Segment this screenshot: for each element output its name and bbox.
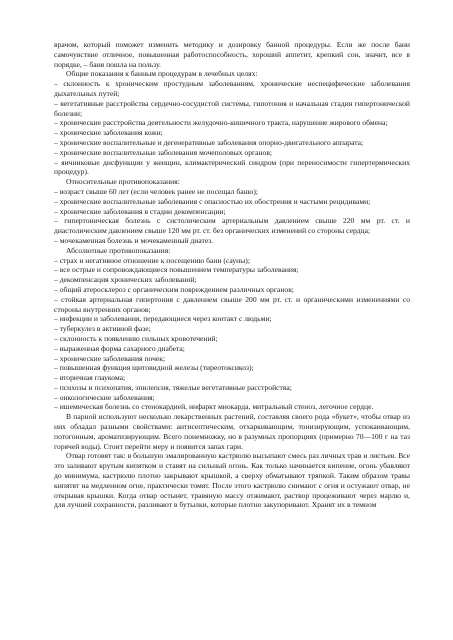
list-item: – ишемическая болезнь со стенокардией, инфаркт миокарда, митральный стеноз, легочное сердце. xyxy=(54,402,374,412)
heading-general-indications: Общие показания к банным процедурам в лечебных целях: xyxy=(66,69,258,79)
list-item: – декомпенсация хронических заболеваний; xyxy=(54,275,197,285)
list-item: – онкологические заболевания; xyxy=(54,392,155,402)
list-item: – хронические заболевания кожи; xyxy=(54,128,163,138)
list-item: – выраженная форма сахарного диабета; xyxy=(54,343,185,353)
list-item: – склонность к хроническим простудным заболеваниям, хронические неспецифические заболевания дыхательных путей; xyxy=(54,79,410,98)
list-item: – хронические расстройства деятельности желудочно-кишечного тракта, нарушение жирового обмена; xyxy=(54,118,388,128)
list-item: – хронические заболевания почек; xyxy=(54,353,166,363)
list-item: – стойкая артериальная гипертония с давлением свыше 200 мм рт. ст. и органическими изменениями со стороны внутренних органов; xyxy=(54,294,410,314)
list-item: – вторичная глаукома; xyxy=(54,373,126,383)
list-item: – хронические воспалительные заболевания мочеполовых органов; xyxy=(54,147,273,157)
list-item: – общий атеросклероз с органическим повреждением различных органов; xyxy=(54,284,294,294)
list-item: – гипертоническая болезнь с систолическим артериальным давлением свыше 220 мм рт. ст. и диастолическим давлением свыше 120 мм рт. ст. без органических изменений со стороны сердца; xyxy=(54,216,410,236)
list-item: – яичниковые дисфункции у женщин, климактерический синдром (при переносимости гипертермических процедур). xyxy=(54,157,410,177)
list-item: – инфекции и заболевания, передающиеся через контакт с людьми; xyxy=(54,314,272,324)
list-item: – хронические заболевания в стадии декомпенсации; xyxy=(54,206,226,216)
list-item: – психозы и психопатия, эпилепсия, тяжелые вегетативные расстройства; xyxy=(54,382,292,392)
document-page xyxy=(54,40,410,510)
list-item: – хронические воспалительные и дегенеративные заболевания опорно-двигательного аппарата; xyxy=(54,137,364,147)
list-item: – страх и негативное отношение к посещению бани (сауны); xyxy=(54,255,250,265)
list-item: – все острые и сопровождающиеся повышением температуры заболевания; xyxy=(54,265,299,275)
list-item: – мочекаменная болезнь и мочекаменный диатез. xyxy=(54,235,214,245)
heading-relative-contraindications: Относительные противопоказания: xyxy=(66,177,180,187)
list-item: – повышенная функция щитовидной железы (тиреотоксикоз); xyxy=(54,363,254,373)
paragraph-herbal-bouquet: В парной используют несколько лекарственных растений, составляя своего рода «букет», чтобы отвар из них обладал разными свойствами: антисептическим, отхаркивающим, тонизирующим, успокаивающим, потогонным, ароматизирующим. Всего понемножку, но в разумных пропорциях (примерно 70—100 г на таз горячей воды). Стоит перейти меру и появится запах гари. xyxy=(54,412,410,451)
list-item: – хронические воспалительные заболевания с опасностью их обострения и частыми рецидивами; xyxy=(54,196,371,206)
paragraph-decoction-preparation: Отвар готовят так: в большую эмалированную кастрюлю высыпают смесь раз личных трав и листьев. Все это заливают крутым кипятком и ставят на сильный огонь. Как только начинается кипение, огонь убавляют до минимума, кастрюлю плотно закрывают крышкой, а сверху обматывают тряпкой. Таким образом травы кипятят на медленном огне, практически томят. После этого кастрюлю снимают с огня и остужают отвар, не открывая крышки. Когда отвар остынет, травяную массу отжимают, раствор процеживают через марлю и, для лучшей сохранности, разливают в бутылки, которые плотно закупоривают. Хранят их в темном xyxy=(54,451,410,510)
list-item: – возраст свыше 60 лет (если человек ранее не посещал баню); xyxy=(54,186,258,196)
list-item: – туберкулез в активной фазе; xyxy=(54,324,151,334)
list-item: – вегетативные расстройства сердечно-сосудистой системы, гипотония и начальная стадия гипертонической болезни; xyxy=(54,98,410,118)
list-item: – склонность к появлению сильных кровотечений; xyxy=(54,333,218,343)
heading-absolute-contraindications: Абсолютные противопоказания: xyxy=(66,245,171,255)
paragraph-continuation: врачом, который поможет изменить методику и дозировку банной процедуры. Если же после бани самочувствие отличное, повышенная работоспособность, хороший аппетит, крепкий сон, значит, все в порядке, – баня пошла на пользу. xyxy=(54,40,410,69)
